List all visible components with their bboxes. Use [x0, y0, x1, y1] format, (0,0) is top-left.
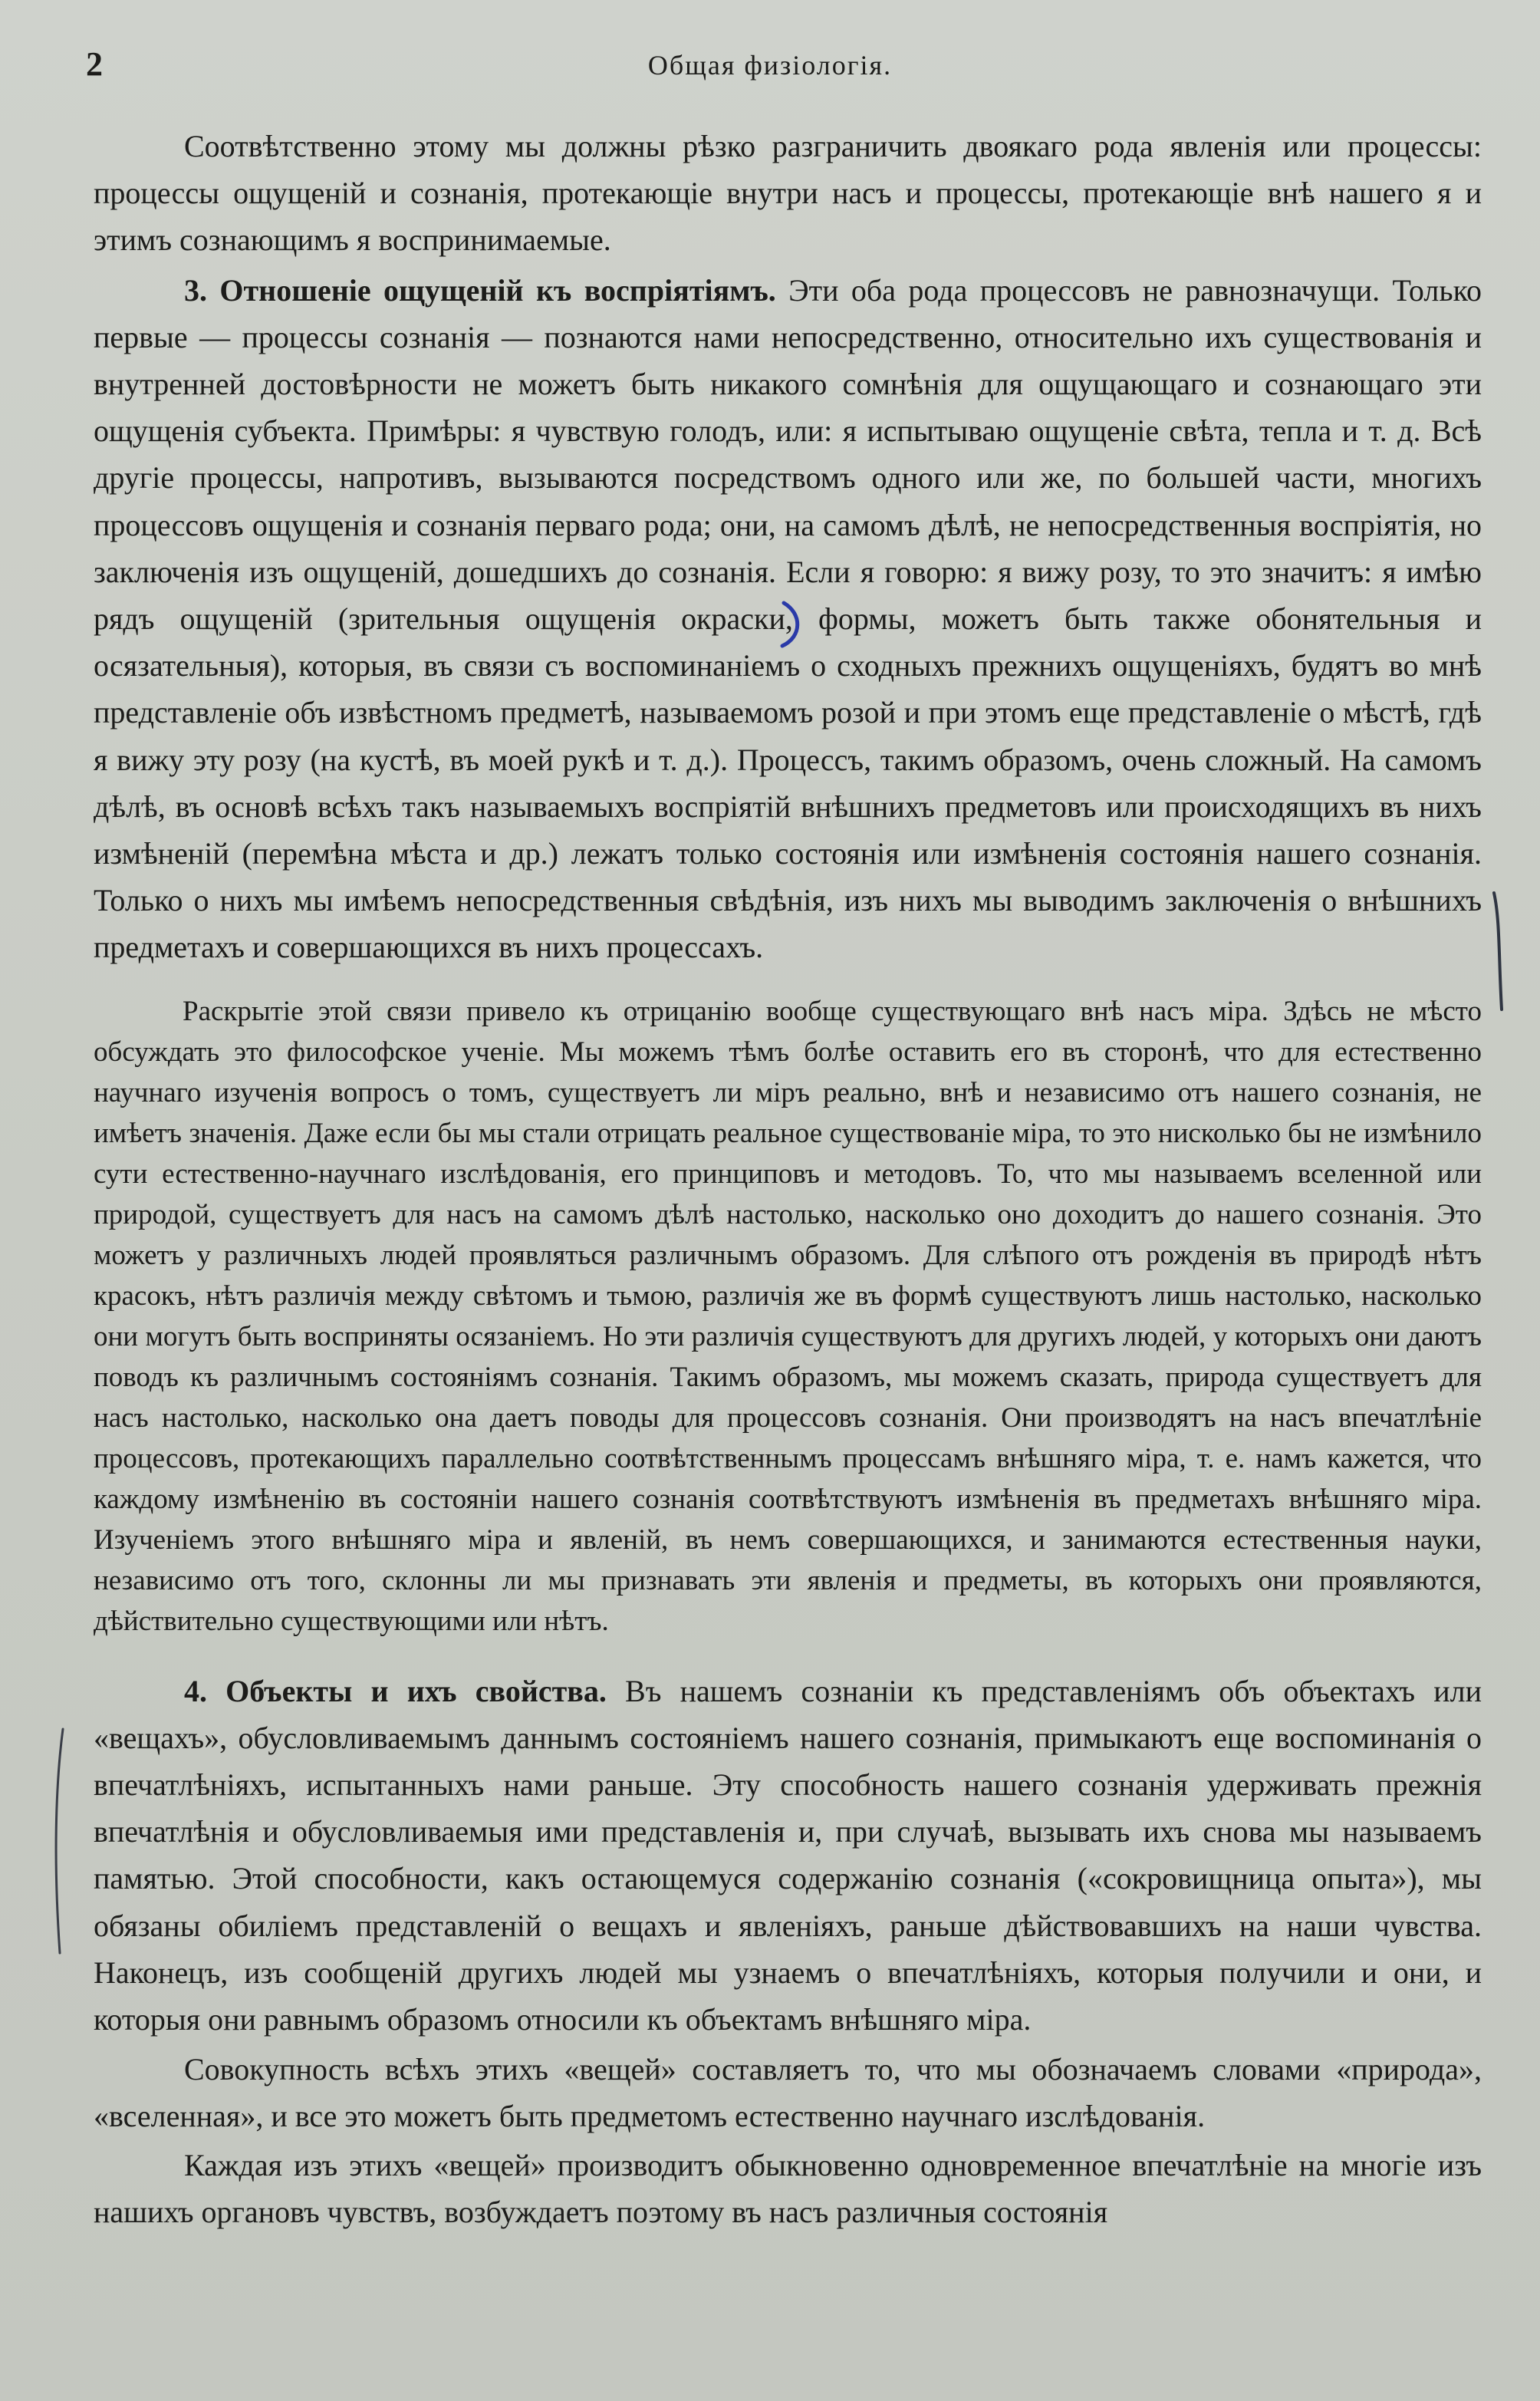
- page-header: [0, 44, 1540, 91]
- page-body: [94, 123, 1482, 2235]
- pencil-left-margin-line: [46, 1726, 77, 1956]
- section-3-text: Эти оба рода процессовъ не равнозначущи. Только первые — процессы сознанiя — познаются нами непосредственно, относительно ихъ существованiя и внутренней достовѣрности не можетъ быть никакого сомнѣнiя для ощущающаго и сознающаго эти ощущенiя субъекта. Примѣры: я чувствую голодъ, или: я испытываю ощущенiе свѣта, тепла и т. д. Всѣ другiе процессы, напротивъ, вызываются посредствомъ одного или же, по большей части, многихъ процессовъ ощущенiя и сознанiя перваго рода; они, на самомъ дѣлѣ, не непосредственныя воспрiятiя, но заключенiя изъ ощущенiй, дошедшихъ до сознанiя. Если я говорю: я вижу розу, то это значитъ: я имѣю рядъ ощущенiй (зрительныя ощущенiя окраски, формы, можетъ быть также обонятельныя и осязательныя), которыя, въ связи съ воспоминанiемъ о сходныхъ прежнихъ ощущенiяхъ, будятъ во мнѣ представленiе объ извѣстномъ предметѣ, называемомъ розой и при этомъ еще представленiе о мѣстѣ, гдѣ я вижу эту розу (на кустѣ, въ моей рукѣ и т. д.). Процессъ, такимъ образомъ, очень сложный. На самомъ дѣлѣ, въ основѣ всѣхъ такъ называемыхъ воспрiятiй внѣшнихъ предметовъ или происходящихъ въ нихъ измѣненiй (перемѣна мѣста и др.) лежатъ только состоянiя или измѣненiя состоянiя нашего сознанiя. Только о нихъ мы имѣемъ непосредственныя свѣдѣнiя, изъ нихъ мы выводимъ заключенiя о внѣшнихъ предметахъ и совершающихся въ нихъ процессахъ.: [94, 272, 1482, 965]
- section-4: [94, 1668, 1482, 2044]
- paragraph-nature: Совокупность всѣхъ этихъ «вещей» составляетъ то, что мы обозначаемъ словами «природа», «вселенная», и все это можетъ быть предметомъ естественно научнаго изслѣдованiя.: [94, 2052, 1482, 2134]
- paragraph-things: Каждая изъ этихъ «вещей» производитъ обыкновенно одновременное впечатлѣнiе на многiе изъ нашихъ органовъ чувствъ, возбуждаетъ поэтому въ насъ различныя состоянiя: [94, 2147, 1482, 2229]
- small-print-note: Раскрытiе этой связи привело къ отрицанiю вообще существующаго внѣ насъ мiра. Здѣсь не мѣсто обсуждать это философское ученiе. Мы можемъ тѣмъ болѣе оставить его въ сторонѣ, что для естественно научнаго изученiя вопросъ о томъ, существуетъ ли мiръ реально, внѣ и независимо отъ нашего сознанiя, не имѣетъ значенiя. Даже если бы мы стали отрицать реальное существованiе мiра, то это нисколько бы не измѣнило сути естественно-научнаго изслѣдованiя, его принциповъ и методовъ. То, что мы называемъ вселенной или природой, существуетъ для насъ на самомъ дѣлѣ настолько, насколько оно доходитъ до нашего сознанiя. Это можетъ у различныхъ людей проявляться различнымъ образомъ. Для слѣпого отъ рожденiя въ природѣ нѣтъ красокъ, нѣтъ различiя между свѣтомъ и тьмою, различiя же въ формѣ существуютъ лишь настолько, насколько они могутъ быть восприняты осязанiемъ. Но эти различiя существуютъ для другихъ людей, у которыхъ они даютъ поводъ къ различнымъ состоянiямъ сознанiя. Такимъ образомъ, мы можемъ сказать, природа существуетъ для насъ настолько, насколько она даетъ поводы для процессовъ сознанiя. Они производятъ на насъ впечатлѣнiе процессовъ, протекающихъ параллельно соотвѣтственнымъ процессамъ внѣшняго мiра, т. е. намъ кажется, что каждому измѣненiю въ состоянiи нашего сознанiя соотвѣтствуютъ измѣненiя въ предметахъ внѣшняго мiра. Изученiемъ этого внѣшняго мiра и явленiй, въ немъ совершающихся, и занимаются естественныя науки, независимо отъ того, склонны ли мы признавать эти явленiя и предметы, въ которыхъ они проявляются, дѣйствительно существующими или нѣтъ.: [94, 995, 1482, 1637]
- section-3: [94, 267, 1482, 971]
- section-4-heading: 4. Объекты и ихъ свойства.: [184, 1673, 607, 1708]
- section-4-text: Въ нашемъ сознанiи къ представленiямъ объ объектахъ или «вещахъ», обусловливаемымъ даннымъ состоянiемъ нашего сознанiя, примыкаютъ еще воспоминанiя о впечатлѣнiяхъ, испытанныхъ нами раньше. Эту способность нашего сознанiя удерживать прежнiя впечатлѣнiя и обусловливаемыя ими представленiя и, при случаѣ, вызывать ихъ снова мы называемъ памятью. Этой способности, какъ остающемуся содержанiю сознанiя («сокровищница опыта»), мы обязаны обилiемъ представленiй о вещахъ и явленiяхъ, раньше дѣйствовавшихъ на наши чувства. Наконецъ, изъ сообщенiй другихъ людей мы узнаемъ о впечатлѣнiяхъ, которыя получили и они, и которыя они равнымъ образомъ относили къ объектамъ внѣшняго мiра.: [94, 1673, 1482, 2037]
- pencil-margin-bracket: [1488, 890, 1511, 1013]
- section-3-heading: 3. Отношенiе ощущенiй къ воспрiятiямъ.: [184, 272, 776, 308]
- page-number: 2: [86, 45, 103, 83]
- running-title: Общая физiологiя.: [647, 50, 893, 81]
- paragraph-intro: Соотвѣтственно этому мы должны рѣзко разграничить двоякаго рода явленiя или процессы: процессы ощущенiй и сознанiя, протекающiе внутри насъ и процессы, протекающiе внѣ нашего я и этимъ сознающимъ я воспринимаемые.: [94, 129, 1482, 258]
